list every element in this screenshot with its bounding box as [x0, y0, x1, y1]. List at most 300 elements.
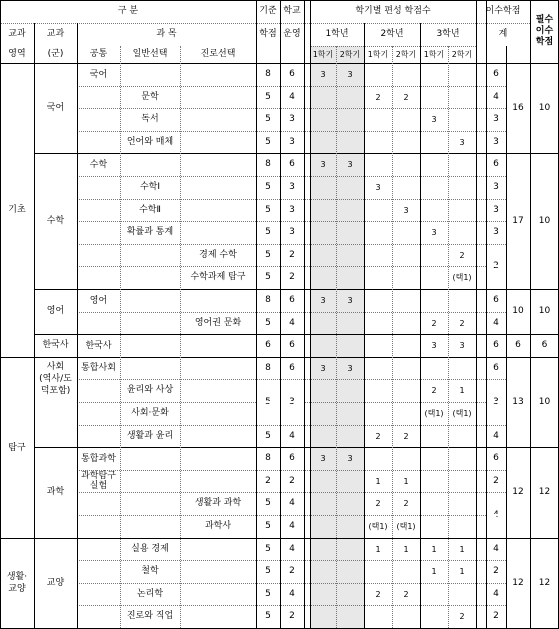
grid-line: [77, 492, 506, 493]
semester-credit: [392, 221, 420, 244]
course-jinro: [180, 199, 256, 221]
grid-line: [77, 583, 506, 584]
semester-credit: [420, 244, 448, 266]
course-jinro: [180, 357, 256, 379]
semester-credit: [364, 63, 392, 86]
grid-line: [77, 470, 506, 471]
header-yeongyeok: 영역: [8, 49, 26, 59]
header-credit-sub: 계: [498, 29, 508, 39]
course-ilban: 실용 경제: [131, 543, 169, 554]
semester-credit: [310, 583, 336, 605]
school-credit: 2: [289, 272, 295, 282]
semester-credit: 3: [347, 296, 353, 305]
course-jinro: [180, 176, 256, 199]
grid-line: [34, 153, 559, 154]
grid-line: [77, 221, 506, 222]
grid-line: [77, 312, 506, 313]
grid-line: [34, 289, 559, 290]
semester-credit: [336, 560, 364, 583]
group-total: 12: [512, 487, 524, 497]
course-ilban: 수학Ⅱ: [139, 204, 161, 215]
semester-credit: [392, 266, 420, 289]
semester-credit: 3: [431, 228, 437, 237]
gijun-credit: 5: [265, 566, 271, 576]
course-ilban: [120, 63, 180, 86]
semester-credit: 1: [403, 476, 409, 486]
semester-credit: 1: [459, 567, 465, 576]
semester-credit: [448, 470, 476, 492]
semester-credit: [336, 176, 364, 199]
semester-credit: [420, 605, 448, 628]
course-gongtong: 과학탐구 실험: [81, 471, 116, 491]
course-ilban: 논리학: [136, 588, 164, 599]
gijun-credit: 8: [265, 362, 271, 373]
semester-credit: [420, 515, 448, 538]
grid-line: [77, 560, 506, 561]
semester-credit: [392, 108, 420, 131]
course-jinro: [180, 425, 256, 447]
school-credit: 3: [289, 136, 295, 147]
semester-credit: 3: [431, 115, 437, 124]
school-credit: 2: [289, 475, 295, 486]
course-jinro: [180, 379, 256, 402]
semester-credit: 2: [375, 431, 381, 441]
merge-mask: [487, 401, 506, 403]
semester-credit: [310, 131, 336, 153]
semester-credit: [336, 402, 364, 425]
course-gongtong: [77, 266, 120, 289]
course-ilban: 생활과 윤리: [126, 430, 174, 441]
semester-credit: 3: [347, 70, 353, 79]
school-credit: 6: [289, 69, 295, 79]
course-gongtong: 통합사회: [81, 363, 116, 373]
credit-sum: 3: [493, 114, 499, 124]
school-credit: 4: [289, 91, 295, 102]
semester-credit: [364, 266, 392, 289]
semester-credit: (택1): [396, 522, 416, 531]
grid-line: [77, 23, 78, 628]
grid-line: [77, 108, 506, 109]
semester-credit: [336, 583, 364, 605]
group-required: 10: [538, 396, 551, 407]
semester-credit: [336, 312, 364, 334]
gijun-credit: 8: [265, 295, 271, 305]
group-total: 17: [512, 215, 524, 226]
merge-mask: [487, 514, 506, 516]
group-required: 12: [538, 577, 551, 588]
course-jinro: 경제 수학: [199, 249, 237, 260]
header-gwamok: 과 목: [156, 29, 177, 39]
semester-credit: [310, 492, 336, 515]
semester-credit: [420, 266, 448, 289]
semester-credit: [310, 312, 336, 334]
semester-credit: 2: [403, 431, 409, 441]
course-gongtong: [77, 312, 120, 334]
grid-line: [364, 23, 365, 628]
semester-credit: [420, 289, 448, 312]
credit-sum: 6: [493, 295, 499, 305]
course-jinro: [180, 86, 256, 108]
school-credit: 4: [289, 498, 295, 508]
course-jinro: [180, 108, 256, 131]
semester-credit: [364, 379, 392, 402]
semester-credit: 3: [403, 205, 409, 215]
header-grade-2: 2학년: [380, 29, 404, 39]
school-credit: 6: [289, 362, 295, 373]
semester-credit: [310, 515, 336, 538]
semester-credit: (택1): [424, 409, 444, 418]
semester-credit: [364, 560, 392, 583]
grid-line: [34, 447, 559, 448]
header-gijun-bottom: 학점: [259, 29, 277, 39]
header-semester-2: 2학기: [339, 50, 361, 59]
semester-credit: 2: [431, 318, 437, 328]
semester-credit: 2: [459, 318, 465, 328]
semester-credit: [392, 153, 420, 176]
school-credit: 6: [289, 159, 295, 169]
semester-credit: 3: [320, 454, 326, 463]
semester-credit: [364, 357, 392, 379]
grid-line: [120, 46, 121, 628]
header-gijun-top: 기준: [259, 6, 277, 16]
semester-credit: [420, 357, 448, 379]
school-credit: 2: [289, 249, 295, 260]
school-credit: 4: [289, 588, 295, 599]
grid-line: [392, 46, 393, 628]
course-gongtong: [77, 244, 120, 266]
header-credit-title: 이수학점: [485, 6, 521, 16]
semester-credit: 3: [320, 363, 326, 373]
course-jinro: [180, 605, 256, 628]
gijun-credit: 5: [265, 227, 271, 237]
school-credit: 3: [289, 114, 295, 124]
area-label: 생활· 교양: [6, 572, 28, 594]
semester-credit: [310, 221, 336, 244]
semester-credit: [448, 583, 476, 605]
credit-sum: 6: [493, 159, 499, 169]
semester-credit: 2: [403, 589, 409, 599]
semester-credit: [448, 63, 476, 86]
gijun-credit: 5: [265, 204, 271, 215]
course-gongtong: [77, 221, 120, 244]
semester-credit: [420, 425, 448, 447]
credit-sum: 2: [493, 566, 499, 576]
course-jinro: 생활과 과학: [194, 498, 242, 508]
header-jinro: 진로선택: [200, 49, 236, 59]
semester-credit: [336, 538, 364, 560]
gijun-credit: 5: [265, 182, 271, 192]
header-ilban: 일반선택: [132, 49, 168, 59]
gijun-credit: 5: [265, 136, 271, 147]
semester-credit: 2: [375, 589, 381, 599]
semester-credit: [364, 334, 392, 357]
semester-credit: [392, 402, 420, 425]
header-semester-4: 2학기: [395, 50, 417, 59]
grid-line: [77, 425, 506, 426]
semester-credit: [310, 425, 336, 447]
header-semester-3: 1학기: [367, 50, 389, 59]
semester-credit: [310, 402, 336, 425]
credit-sum: 2: [493, 475, 499, 486]
semester-credit: [336, 334, 364, 357]
group-total: 16: [512, 102, 524, 113]
course-gongtong: 영어: [89, 295, 108, 306]
school-credit: 6: [289, 340, 295, 350]
course-gongtong: [77, 108, 120, 131]
grid-line: [77, 176, 506, 177]
semester-credit: [310, 470, 336, 492]
semester-credit: [392, 289, 420, 312]
group-label: 한국사: [42, 340, 69, 350]
semester-credit: [420, 583, 448, 605]
semester-credit: [392, 244, 420, 266]
grid-line: [34, 23, 35, 628]
semester-credit: [310, 108, 336, 131]
grid-line: [34, 334, 559, 335]
semester-credit: [448, 289, 476, 312]
grid-line: [0, 0, 1, 628]
credit-sum: 6: [493, 340, 499, 350]
group-total: 13: [512, 396, 524, 407]
semester-credit: 3: [459, 341, 465, 350]
gijun-credit: 8: [265, 159, 271, 169]
gijun-credit: 5: [265, 521, 271, 531]
grid-line: [77, 199, 506, 200]
gijun-credit: 5: [265, 272, 271, 282]
group-required: 6: [541, 340, 548, 350]
semester-credit: 3: [347, 363, 353, 373]
semester-credit: [310, 605, 336, 628]
group-total: 10: [512, 306, 524, 316]
semester-credit: 1: [431, 567, 437, 576]
course-gongtong: [77, 199, 120, 221]
semester-credit: [336, 605, 364, 628]
course-ilban: [120, 289, 180, 312]
semester-credit: 1: [459, 386, 465, 395]
group-label: 국어: [46, 102, 65, 113]
credit-sum: 2: [493, 611, 499, 621]
credit-sum: 6: [493, 69, 499, 79]
header-semester-6: 2학기: [451, 50, 473, 59]
course-gongtong: [77, 492, 120, 515]
school-credit: 2: [289, 611, 295, 621]
semester-credit: (택1): [452, 409, 472, 418]
course-gongtong: 한국사: [85, 340, 112, 351]
course-jinro: [180, 153, 256, 176]
semester-credit: [364, 312, 392, 334]
course-ilban: [120, 153, 180, 176]
group-label: 사회 (역사/도 덕포함): [39, 362, 72, 396]
semester-credit: [364, 447, 392, 470]
semester-credit: [310, 334, 336, 357]
school-credit: 4: [289, 430, 295, 441]
course-jinro: [180, 402, 256, 425]
semester-credit: [364, 244, 392, 266]
course-jinro: 수학과제 탐구: [190, 272, 246, 282]
semester-credit: [420, 86, 448, 108]
semester-credit: 3: [320, 160, 326, 169]
gijun-credit: 5: [265, 611, 271, 621]
grid-line: [280, 0, 281, 628]
course-gongtong: [77, 538, 120, 560]
semester-credit: [420, 131, 448, 153]
semester-credit: [448, 199, 476, 221]
course-ilban: 윤리와 사상: [126, 385, 174, 395]
grid-line: [77, 266, 506, 267]
semester-credit: 3: [320, 296, 326, 305]
header-grade-1: 1학년: [325, 29, 349, 39]
gijun-credit: 2: [265, 475, 271, 486]
course-gongtong: [77, 176, 120, 199]
grid-line: [476, 0, 477, 628]
course-ilban: 철학: [141, 566, 159, 576]
semester-credit: [392, 312, 420, 334]
semester-credit: [448, 492, 476, 515]
grid-line: [310, 46, 476, 47]
grid-line: [530, 0, 531, 628]
school-credit: 4: [289, 317, 295, 328]
semester-credit: [364, 605, 392, 628]
header-school-top: 학교: [283, 6, 301, 16]
credit-sum: 4: [493, 430, 499, 441]
semester-credit: 1: [431, 544, 437, 554]
course-ilban: 언어와 매체: [126, 136, 174, 147]
group-label: 교양: [46, 577, 65, 588]
semester-credit: [310, 199, 336, 221]
grid-line: [77, 244, 506, 245]
semester-credit: 3: [347, 454, 353, 463]
semester-credit: [448, 86, 476, 108]
gijun-credit: 6: [265, 340, 271, 350]
credit-sum: 3: [493, 227, 499, 237]
school-credit: 6: [289, 295, 295, 305]
semester-credit: [310, 176, 336, 199]
semester-credit: [448, 357, 476, 379]
semester-credit: 3: [375, 183, 381, 192]
semester-credit: 2: [431, 386, 437, 395]
semester-credit: [420, 153, 448, 176]
semester-credit: [336, 108, 364, 131]
semester-credit: [310, 379, 336, 402]
course-gongtong: 수학: [89, 159, 108, 170]
header-required: 필수 이수 학점: [535, 15, 554, 47]
semester-credit: [420, 63, 448, 86]
school-credit: 4: [289, 543, 295, 554]
semester-credit: [392, 176, 420, 199]
group-required: 10: [538, 306, 551, 316]
grid-line: [256, 0, 257, 628]
grid-line: [180, 46, 181, 628]
semester-credit: [448, 153, 476, 176]
semester-credit: [364, 221, 392, 244]
semester-credit: 1: [459, 544, 465, 554]
semester-credit: [448, 515, 476, 538]
gijun-credit: 5: [265, 91, 271, 102]
semester-credit: [448, 176, 476, 199]
course-ilban: [120, 334, 180, 357]
semester-credit: [310, 244, 336, 266]
semester-credit: [364, 153, 392, 176]
gijun-credit: 5: [265, 114, 271, 124]
semester-credit: 3: [347, 160, 353, 169]
semester-credit: 2: [403, 499, 409, 508]
grid-line: [0, 23, 530, 24]
grid-line: [310, 0, 311, 628]
group-label: 영어: [46, 306, 65, 316]
course-jinro: 과학사: [204, 521, 232, 531]
course-ilban: [120, 312, 180, 334]
header-semester-1: 1학기: [312, 50, 334, 59]
course-gongtong: 국어: [89, 69, 108, 80]
group-required: 10: [538, 102, 551, 113]
school-credit: 6: [289, 453, 295, 463]
credit-sum: 6: [493, 453, 499, 463]
school-credit: 3: [289, 227, 295, 237]
grid-line: [506, 46, 507, 628]
course-gongtong: [77, 425, 120, 447]
area-label: 탐구: [8, 442, 26, 453]
semester-credit: [336, 131, 364, 153]
course-ilban: [120, 266, 180, 289]
semester-credit: [420, 199, 448, 221]
grid-line: [77, 379, 506, 380]
semester-credit: [448, 108, 476, 131]
gijun-credit: 8: [265, 69, 271, 79]
gijun-credit: 5: [265, 317, 271, 328]
group-label: 수학: [46, 215, 65, 226]
semester-credit: [336, 266, 364, 289]
course-ilban: [120, 447, 180, 470]
credit-sum: 4: [493, 91, 499, 102]
header-gongtong: 공통: [89, 49, 108, 59]
header-gun: (군): [47, 49, 64, 59]
semester-credit: [392, 447, 420, 470]
gijun-credit: 5: [265, 588, 271, 599]
semester-credit: [420, 176, 448, 199]
course-ilban: 진로와 직업: [126, 611, 174, 621]
semester-credit: (택1): [452, 273, 472, 282]
grid-line: [448, 46, 449, 628]
header-grade-3: 3학년: [436, 29, 460, 39]
credit-sum: 4: [493, 543, 499, 554]
course-ilban: 수학Ⅰ: [139, 182, 161, 192]
course-ilban: [120, 470, 180, 492]
course-jinro: [180, 289, 256, 312]
semester-credit: [420, 470, 448, 492]
course-ilban: [120, 492, 180, 515]
header-gyogwa: 교과: [8, 29, 26, 39]
course-jinro: [180, 131, 256, 153]
grid-line: [77, 605, 506, 606]
course-gongtong: [77, 583, 120, 605]
semester-credit: 1: [403, 544, 409, 554]
grid-line: [304, 0, 305, 628]
semester-credit: 3: [459, 137, 465, 147]
header-semester-title: 학기별 편성 학점수: [355, 6, 431, 16]
semester-credit: [392, 379, 420, 402]
group-required: 10: [538, 215, 551, 226]
semester-credit: [336, 470, 364, 492]
semester-credit: [336, 379, 364, 402]
grid-line: [420, 23, 421, 628]
group-label: 과학: [46, 487, 65, 497]
course-jinro: [180, 560, 256, 583]
semester-credit: [448, 447, 476, 470]
gijun-credit: 8: [265, 453, 271, 463]
school-credit: 3: [289, 204, 295, 215]
semester-credit: 3: [431, 341, 437, 350]
credit-sum: 4: [493, 317, 499, 328]
